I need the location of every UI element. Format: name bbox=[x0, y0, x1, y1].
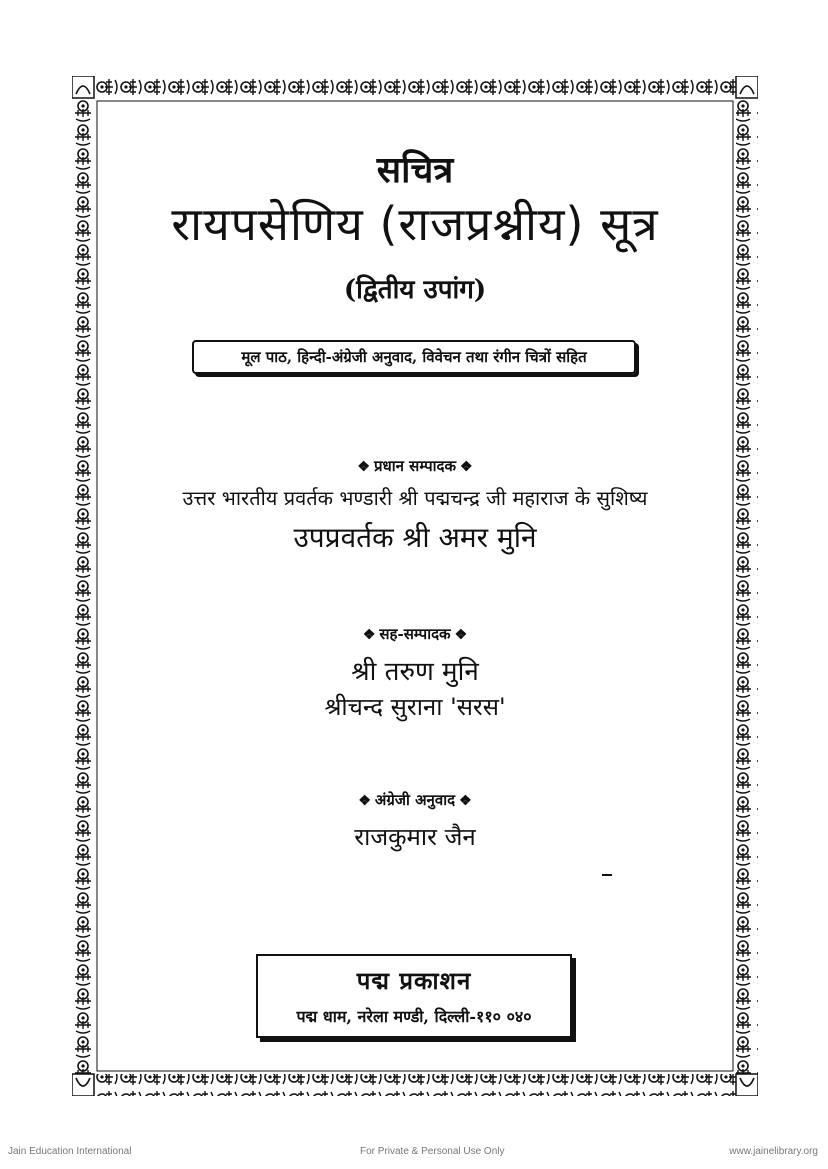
footer-center: For Private & Personal Use Only bbox=[360, 1146, 505, 1157]
co-editor-heading bbox=[100, 624, 730, 644]
stray-mark bbox=[602, 874, 612, 876]
ornament-icon: ❖ bbox=[460, 459, 473, 475]
translation-label: अंग्रेजी अनुवाद bbox=[374, 791, 456, 809]
translation-heading bbox=[100, 790, 730, 810]
ornament-icon: ❖ bbox=[459, 793, 472, 809]
footer-right: www.jainelibrary.org bbox=[729, 1146, 818, 1157]
co-editor-line1: श्री तरुण मुनि bbox=[351, 657, 479, 687]
publisher-address: पद्म धाम, नरेला मण्डी, दिल्ली-११० ०४० bbox=[296, 1007, 532, 1026]
co-editor-label: सह-सम्पादक bbox=[379, 625, 451, 643]
title-page-content bbox=[100, 100, 730, 1060]
subtitle: (द्वितीय उपांग) bbox=[343, 275, 487, 305]
chief-editor-line1: उत्तर भारतीय प्रवर्तक भण्डारी श्री पद्मचन्द्र जी महाराज के सुशिष्य bbox=[182, 486, 648, 510]
footer-left: Jain Education International bbox=[8, 1146, 132, 1157]
ornament-icon: ❖ bbox=[358, 793, 371, 809]
chief-editor-label: प्रधान सम्पादक bbox=[373, 457, 456, 475]
chief-editor-line2: उपप्रवर्तक श्री अमर मुनि bbox=[293, 521, 537, 554]
main-title: रायपसेणिय (राजप्रश्नीय) सूत्र bbox=[171, 197, 659, 251]
publisher-name: पद्म प्रकाशन bbox=[356, 966, 472, 995]
ornament-icon: ❖ bbox=[454, 627, 468, 643]
chief-editor-heading bbox=[100, 456, 730, 476]
publisher-box bbox=[256, 954, 572, 1038]
content-note: मूल पाठ, हिन्दी-अंग्रेजी अनुवाद, विवेचन तथा रंगीन चित्रों सहित bbox=[241, 348, 587, 366]
ornament-icon: ❖ bbox=[357, 459, 370, 475]
content-note-box bbox=[192, 340, 636, 374]
ornament-icon: ❖ bbox=[362, 627, 376, 643]
title-prefix: सचित्र bbox=[376, 149, 454, 191]
co-editor-line2: श्रीचन्द सुराना 'सरस' bbox=[324, 693, 506, 721]
translator-name: राजकुमार जैन bbox=[354, 823, 476, 851]
